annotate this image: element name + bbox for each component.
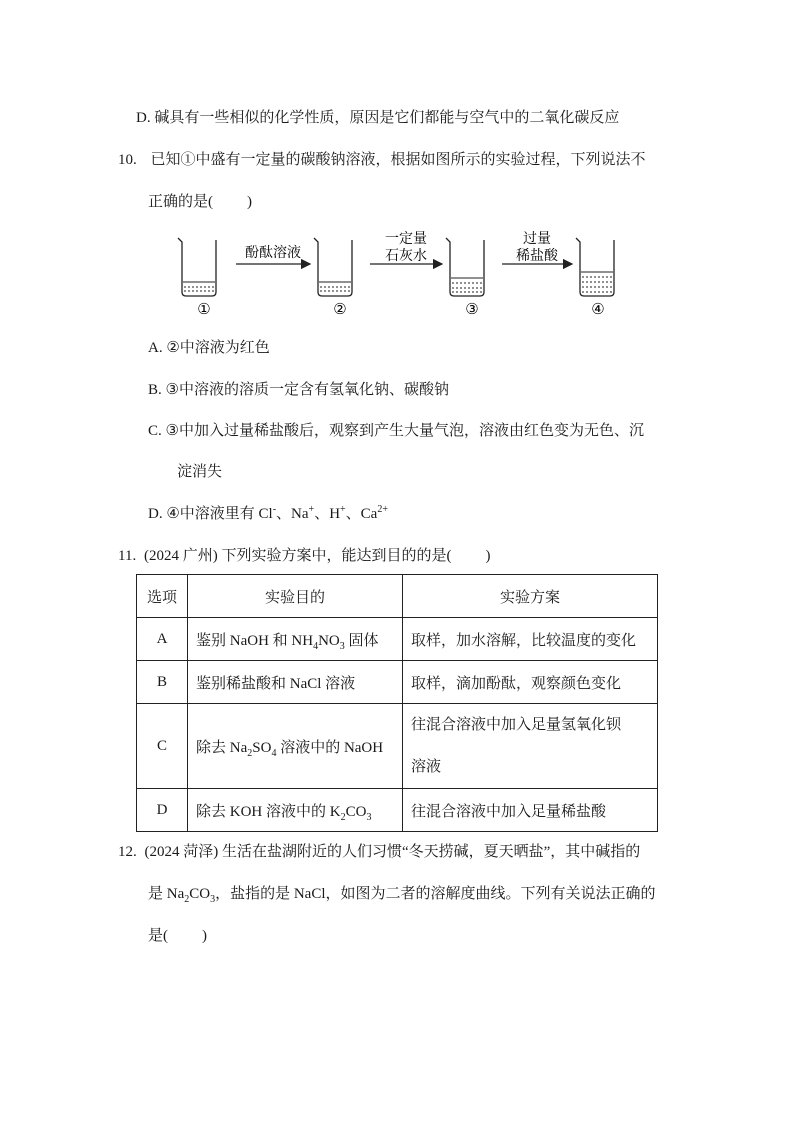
beaker-2-label: ② [333, 302, 347, 318]
subscript: 2 [340, 811, 346, 823]
table-cell-plan: 往混合溶液中加入足量稀盐酸 [403, 789, 658, 832]
table-cell-option: B [137, 661, 188, 704]
q10-stem-line1 [118, 150, 646, 170]
table-cell-option: D [137, 789, 188, 832]
table-row [137, 661, 658, 704]
q12-text: ，盐指的是 NaCl，如图为二者的溶解度曲线。下列有关说法正确的 [215, 886, 656, 902]
table-cell-plan: 取样，滴加酚酞，观察颜色变化 [403, 661, 658, 704]
q10-option-d-h: 、H [314, 506, 341, 522]
table-cell-purpose [188, 618, 403, 661]
subscript: 2 [247, 747, 253, 759]
q10-number: 10. [118, 152, 137, 168]
table-row [137, 789, 658, 832]
beaker-4 [576, 238, 614, 296]
purpose-text: 鉴别 NaOH 和 NH [196, 632, 314, 649]
q10-option-a: A. ②中溶液为红色 [148, 340, 270, 356]
table-cell-option: C [137, 704, 188, 789]
table-header-row [137, 575, 658, 618]
purpose-text: NO [318, 632, 340, 649]
arrow-1-label: 酚酞溶液 [245, 246, 301, 261]
q12-answer-paren-close: ) [202, 928, 207, 944]
q10-option-d-na: 、Na [276, 506, 309, 522]
q10-answer-paren-close: ) [247, 194, 252, 210]
subscript: 4 [271, 747, 277, 759]
arrow-3-label-bottom: 稀盐酸 [516, 249, 558, 264]
purpose-text: 固体 [344, 632, 379, 649]
arrow-2-label-top: 一定量 [385, 232, 427, 247]
q10-stem-line2-text: 正确的是( [148, 194, 213, 210]
q11-answer-paren-close: ) [485, 548, 491, 564]
sup-plus: + [308, 504, 315, 515]
q11-number: 11. [118, 548, 137, 564]
purpose-text: 除去 Na [196, 739, 248, 756]
q12-stem-line2 [148, 884, 656, 904]
subscript: 3 [210, 894, 216, 905]
purpose-text: SO [252, 739, 272, 756]
q12-text: CO [189, 886, 211, 902]
q12-stem-text: (2024 菏泽) 生活在盐湖附近的人们习惯“冬天捞碱，夏天晒盐”，其中碱指的 [144, 844, 641, 860]
plan-line-2: 溶液 [411, 759, 442, 775]
q12-text: 是( [148, 928, 168, 944]
subscript: 3 [366, 811, 372, 823]
q10-option-b: B. ③中溶液的溶质一定含有氢氧化钠、碳酸钠 [148, 382, 449, 398]
plan-line-1: 往混合溶液中加入足量氢氧化钡 [411, 717, 622, 733]
table-header: 选项 [137, 575, 188, 618]
beaker-1 [178, 238, 216, 296]
q10-option-c-line2: 淀消失 [177, 464, 223, 480]
beaker-4-label: ④ [591, 302, 605, 318]
subscript: 3 [339, 640, 345, 652]
table-row [137, 704, 658, 789]
q9-option-d: D. 碱具有一些相似的化学性质，原因是它们都能与空气中的二氧化碳反应 [136, 110, 620, 126]
table-cell-plan [403, 704, 658, 789]
q10-option-d-ca: 、Ca [345, 506, 378, 522]
table-cell-purpose [188, 704, 403, 789]
table-cell-option: A [137, 618, 188, 661]
subscript: 4 [313, 640, 319, 652]
subscript: 2 [184, 894, 190, 905]
q10-option-d-text: D. ④中溶液里有 Cl [148, 506, 273, 522]
table-cell-plan: 取样，加水溶解，比较温度的变化 [403, 618, 658, 661]
purpose-text: CO [345, 803, 367, 820]
purpose-text: 溶液中的 NaOH [276, 739, 384, 756]
q10-option-d [148, 504, 388, 524]
beaker-2 [314, 238, 352, 296]
q11-table [136, 574, 658, 832]
table-cell-purpose: 鉴别稀盐酸和 NaCl 溶液 [188, 661, 403, 704]
beaker-3-label: ③ [465, 302, 479, 318]
q10-option-c-line1: C. ③中加入过量稀盐酸后，观察到产生大量气泡，溶液由红色变为无色、沉 [148, 423, 644, 439]
sup-minus: - [272, 504, 277, 515]
beaker-1-label: ① [197, 302, 211, 318]
q11-stem [118, 546, 490, 566]
sup-plus: + [340, 504, 346, 515]
beaker-3 [446, 238, 484, 296]
q12-number: 12. [118, 844, 137, 860]
q12-stem-line1 [118, 842, 640, 862]
arrow-2-label-bottom: 石灰水 [385, 249, 427, 264]
q11-stem-text: (2024 广州) 下列实验方案中，能达到目的的是( [143, 548, 452, 564]
table-header: 实验方案 [403, 575, 658, 618]
purpose-text: 除去 KOH 溶液中的 K [196, 803, 341, 820]
arrow-3-label-top: 过量 [523, 232, 551, 247]
q12-stem-line3 [148, 926, 207, 946]
q10-stem-text: 已知①中盛有一定量的碳酸钠溶液，根据如图所示的实验过程，下列说法不 [150, 152, 646, 168]
q10-stem-line2 [148, 192, 252, 212]
table-cell-purpose [188, 789, 403, 832]
q12-text: 是 Na [148, 886, 185, 902]
sup-2plus: 2+ [377, 504, 388, 515]
table-row [137, 618, 658, 661]
table-header: 实验目的 [188, 575, 403, 618]
experiment-diagram [170, 226, 620, 322]
